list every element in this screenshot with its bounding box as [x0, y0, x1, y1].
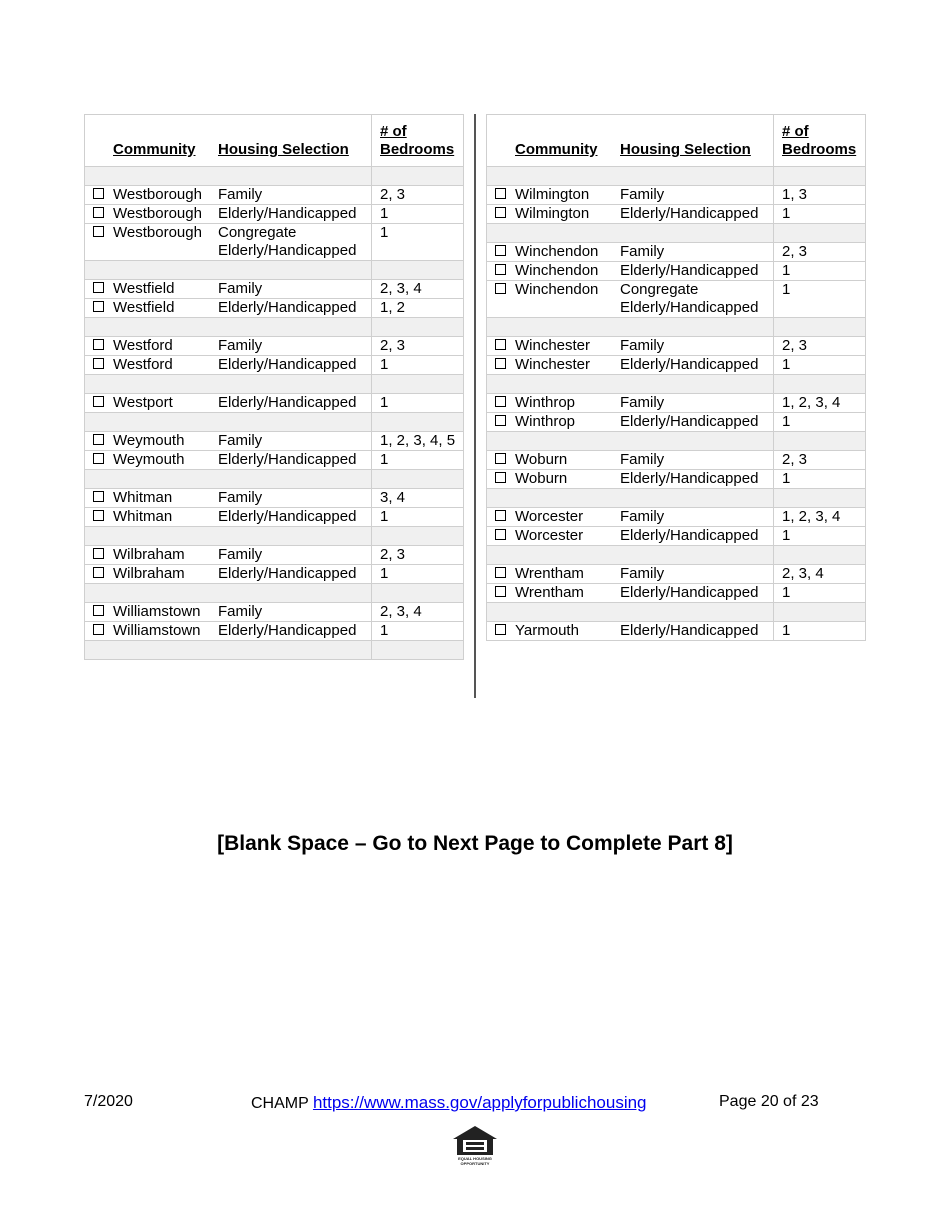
checkbox[interactable] [93, 624, 104, 635]
community-cell [85, 337, 219, 356]
spacer-row [487, 546, 866, 565]
column-divider [474, 114, 476, 698]
bedrooms-cell: 2, 3 [774, 243, 866, 262]
housing-selection-cell: Elderly/Handicapped [620, 356, 774, 375]
bedrooms-cell: 1, 2, 3, 4 [774, 394, 866, 413]
community-name: Winthrop [515, 394, 576, 411]
housing-selection-cell: Family [218, 489, 372, 508]
housing-selection-cell: Elderly/Handicapped [218, 356, 372, 375]
community-name: Winchester [515, 356, 591, 373]
housing-selection-cell: Family [218, 186, 372, 205]
table-body-left [85, 167, 464, 660]
community-cell [85, 299, 219, 318]
table-row [85, 205, 464, 224]
table-row [487, 584, 866, 603]
housing-selection-cell: Elderly/Handicapped [218, 394, 372, 413]
checkbox[interactable] [93, 358, 104, 369]
checkbox[interactable] [93, 453, 104, 464]
community-header: Community [487, 115, 621, 167]
bedrooms-header: # of Bedrooms [372, 115, 464, 167]
housing-selection-cell: Family [620, 243, 774, 262]
spacer-row [85, 167, 464, 186]
community-cell [487, 565, 621, 584]
bedrooms-cell: 1 [774, 356, 866, 375]
checkbox[interactable] [495, 396, 506, 407]
community-name: Westborough [113, 186, 202, 203]
checkbox[interactable] [495, 453, 506, 464]
community-cell [85, 280, 219, 299]
table-row [487, 205, 866, 224]
housing-selection-cell: Elderly/Handicapped [620, 413, 774, 432]
svg-text:EQUAL HOUSING: EQUAL HOUSING [458, 1156, 492, 1161]
community-cell [487, 413, 621, 432]
housing-selection-cell: Family [620, 508, 774, 527]
checkbox[interactable] [93, 548, 104, 559]
community-name: Whitman [113, 508, 173, 525]
footer-date: 7/2020 [84, 1093, 133, 1110]
housing-selection-cell: Family [620, 565, 774, 584]
table-row [487, 281, 866, 318]
spacer-row [487, 375, 866, 394]
housing-selection-cell: Family [218, 280, 372, 299]
community-cell [85, 622, 219, 641]
table-row [487, 451, 866, 470]
community-name: Winchendon [515, 262, 599, 279]
bedrooms-cell: 2, 3 [372, 546, 464, 565]
community-name: Winchendon [515, 243, 599, 260]
housing-selection-header: Housing Selection [218, 115, 372, 167]
spacer-row [487, 167, 866, 186]
community-cell [487, 527, 621, 546]
community-name: Westfield [113, 299, 175, 316]
table-row [487, 243, 866, 262]
table-row [487, 413, 866, 432]
spacer-row [85, 641, 464, 660]
checkbox[interactable] [495, 472, 506, 483]
housing-table-right [486, 114, 866, 641]
footer-champ-label: CHAMP [251, 1095, 309, 1112]
community-cell [487, 356, 621, 375]
community-cell [85, 451, 219, 470]
community-cell [85, 489, 219, 508]
table-row [85, 565, 464, 584]
bedrooms-cell: 2, 3 [372, 337, 464, 356]
community-cell [487, 470, 621, 489]
table-row [487, 337, 866, 356]
table-row [487, 470, 866, 489]
community-header: Community [85, 115, 219, 167]
table-row [85, 508, 464, 527]
table-row [85, 186, 464, 205]
community-name: Weymouth [113, 451, 185, 468]
community-name: Westford [113, 337, 173, 354]
housing-selection-cell: Congregate Elderly/Handicapped [218, 224, 372, 261]
spacer-row [85, 261, 464, 280]
table-row [487, 356, 866, 375]
community-cell [85, 546, 219, 565]
table-row [487, 565, 866, 584]
housing-selection-cell: Elderly/Handicapped [620, 205, 774, 224]
checkbox[interactable] [93, 491, 104, 502]
community-cell [85, 603, 219, 622]
community-cell [85, 432, 219, 451]
community-name: Woburn [515, 470, 568, 487]
spacer-row [487, 432, 866, 451]
bedrooms-header: # of Bedrooms [774, 115, 866, 167]
table-row [85, 603, 464, 622]
table-header-row [85, 115, 464, 167]
bedrooms-cell: 1, 3 [774, 186, 866, 205]
community-name: Winthrop [515, 413, 576, 430]
left-housing-panel [84, 114, 464, 660]
footer-page-number: Page 20 of 23 [719, 1093, 819, 1110]
community-name: Worcester [515, 527, 584, 544]
community-cell [85, 508, 219, 527]
community-name: Williamstown [113, 603, 201, 620]
spacer-row [85, 375, 464, 394]
housing-selection-cell: Congregate Elderly/Handicapped [620, 281, 774, 318]
bedrooms-cell: 1 [774, 622, 866, 641]
housing-selection-cell: Elderly/Handicapped [218, 451, 372, 470]
table-row [85, 356, 464, 375]
footer-champ [251, 1093, 647, 1113]
bedrooms-cell: 1 [372, 508, 464, 527]
housing-selection-cell: Elderly/Handicapped [620, 262, 774, 281]
housing-selection-cell: Family [620, 186, 774, 205]
community-cell [85, 565, 219, 584]
bedrooms-cell: 2, 3, 4 [372, 280, 464, 299]
bedrooms-cell: 2, 3 [372, 186, 464, 205]
table-row [85, 451, 464, 470]
checkbox[interactable] [93, 434, 104, 445]
checkbox[interactable] [495, 188, 506, 199]
checkbox[interactable] [495, 510, 506, 521]
svg-text:OPPORTUNITY: OPPORTUNITY [460, 1161, 490, 1166]
table-row [85, 432, 464, 451]
community-cell [85, 205, 219, 224]
table-row [487, 622, 866, 641]
community-cell [85, 186, 219, 205]
checkbox[interactable] [495, 339, 506, 350]
community-name: Williamstown [113, 622, 201, 639]
housing-selection-cell: Elderly/Handicapped [218, 299, 372, 318]
checkbox[interactable] [495, 283, 506, 294]
table-row [85, 394, 464, 413]
bedrooms-cell: 2, 3 [774, 451, 866, 470]
housing-selection-cell: Elderly/Handicapped [218, 508, 372, 527]
spacer-row [487, 489, 866, 508]
bedrooms-cell: 1 [372, 205, 464, 224]
community-cell [487, 337, 621, 356]
checkbox[interactable] [495, 415, 506, 426]
community-name: Wilbraham [113, 546, 185, 563]
community-cell [85, 356, 219, 375]
table-row [85, 337, 464, 356]
spacer-row [487, 224, 866, 243]
bedrooms-cell: 1 [774, 205, 866, 224]
community-name: Westford [113, 356, 173, 373]
checkbox[interactable] [93, 301, 104, 312]
housing-selection-cell: Family [218, 603, 372, 622]
table-header-row [487, 115, 866, 167]
checkbox[interactable] [495, 264, 506, 275]
community-name: Westborough [113, 224, 202, 241]
community-name: Westport [113, 394, 173, 411]
community-name: Wilbraham [113, 565, 185, 582]
bedrooms-cell: 1, 2, 3, 4 [774, 508, 866, 527]
spacer-row [487, 603, 866, 622]
bedrooms-cell: 1 [774, 527, 866, 546]
bedrooms-cell: 1 [774, 470, 866, 489]
bedrooms-cell: 1 [372, 224, 464, 261]
community-cell [85, 394, 219, 413]
community-name: Wrentham [515, 584, 584, 601]
housing-selection-cell: Family [620, 394, 774, 413]
bedrooms-cell: 1 [372, 451, 464, 470]
bedrooms-cell: 2, 3 [774, 337, 866, 356]
housing-table-left [84, 114, 464, 660]
checkbox[interactable] [93, 188, 104, 199]
community-cell [487, 205, 621, 224]
checkbox[interactable] [93, 605, 104, 616]
right-housing-panel [486, 114, 866, 641]
housing-selection-cell: Elderly/Handicapped [620, 470, 774, 489]
table-row [85, 224, 464, 261]
housing-selection-cell: Elderly/Handicapped [620, 527, 774, 546]
housing-selection-cell: Elderly/Handicapped [218, 205, 372, 224]
community-name: Winchendon [515, 281, 599, 298]
housing-selection-cell: Elderly/Handicapped [620, 584, 774, 603]
spacer-row [85, 413, 464, 432]
spacer-row [85, 527, 464, 546]
housing-selection-cell: Family [218, 337, 372, 356]
community-name: Whitman [113, 489, 173, 506]
checkbox[interactable] [93, 282, 104, 293]
table-row [85, 546, 464, 565]
community-name: Westfield [113, 280, 175, 297]
bedrooms-cell: 1 [372, 622, 464, 641]
checkbox[interactable] [495, 358, 506, 369]
table-body-right [487, 167, 866, 641]
housing-selection-cell: Family [620, 451, 774, 470]
bedrooms-cell: 1 [774, 281, 866, 318]
checkbox[interactable] [495, 529, 506, 540]
bedrooms-cell: 1 [372, 565, 464, 584]
housing-selection-cell: Family [620, 337, 774, 356]
checkbox[interactable] [93, 567, 104, 578]
table-row [487, 186, 866, 205]
checkbox[interactable] [93, 396, 104, 407]
table-row [487, 508, 866, 527]
checkbox[interactable] [93, 226, 104, 237]
checkbox[interactable] [495, 624, 506, 635]
table-row [487, 262, 866, 281]
checkbox[interactable] [93, 339, 104, 350]
community-name: Weymouth [113, 432, 185, 449]
spacer-row [85, 318, 464, 337]
checkbox[interactable] [93, 207, 104, 218]
community-cell [487, 394, 621, 413]
table-row [85, 622, 464, 641]
housing-selection-cell: Family [218, 546, 372, 565]
community-cell [487, 584, 621, 603]
community-cell [487, 622, 621, 641]
bedrooms-cell: 3, 4 [372, 489, 464, 508]
community-cell [85, 224, 219, 261]
bedrooms-cell: 1, 2, 3, 4, 5 [372, 432, 464, 451]
checkbox[interactable] [495, 586, 506, 597]
community-name: Wrentham [515, 565, 584, 582]
community-cell [487, 508, 621, 527]
apply-public-housing-link[interactable]: https://www.mass.gov/applyforpublichousing [312, 1093, 647, 1112]
community-cell [487, 262, 621, 281]
community-cell [487, 243, 621, 262]
housing-selection-cell: Elderly/Handicapped [620, 622, 774, 641]
table-row [487, 394, 866, 413]
housing-selection-header: Housing Selection [620, 115, 774, 167]
blank-space-note: [Blank Space – Go to Next Page to Complete Part 8] [217, 832, 733, 855]
bedrooms-cell: 2, 3, 4 [774, 565, 866, 584]
community-cell [487, 281, 621, 318]
bedrooms-cell: 1 [774, 584, 866, 603]
spacer-row [85, 584, 464, 603]
housing-selection-cell: Family [218, 432, 372, 451]
table-row [85, 489, 464, 508]
community-name: Yarmouth [515, 622, 579, 639]
community-name: Worcester [515, 508, 584, 525]
table-row [487, 527, 866, 546]
community-name: Winchester [515, 337, 591, 354]
bedrooms-cell: 2, 3, 4 [372, 603, 464, 622]
checkbox[interactable] [93, 510, 104, 521]
checkbox[interactable] [495, 245, 506, 256]
equal-housing-opportunity-logo [451, 1124, 499, 1166]
bedrooms-cell: 1, 2 [372, 299, 464, 318]
housing-selection-cell: Elderly/Handicapped [218, 565, 372, 584]
spacer-row [487, 318, 866, 337]
community-name: Woburn [515, 451, 568, 468]
bedrooms-cell: 1 [774, 262, 866, 281]
community-name: Westborough [113, 205, 202, 222]
table-row [85, 280, 464, 299]
community-name: Wilmington [515, 205, 590, 222]
checkbox[interactable] [495, 567, 506, 578]
community-cell [487, 186, 621, 205]
bedrooms-cell: 1 [372, 394, 464, 413]
spacer-row [85, 470, 464, 489]
table-row [85, 299, 464, 318]
community-cell [487, 451, 621, 470]
bedrooms-cell: 1 [774, 413, 866, 432]
housing-selection-cell: Elderly/Handicapped [218, 622, 372, 641]
community-name: Wilmington [515, 186, 590, 203]
checkbox[interactable] [495, 207, 506, 218]
bedrooms-cell: 1 [372, 356, 464, 375]
